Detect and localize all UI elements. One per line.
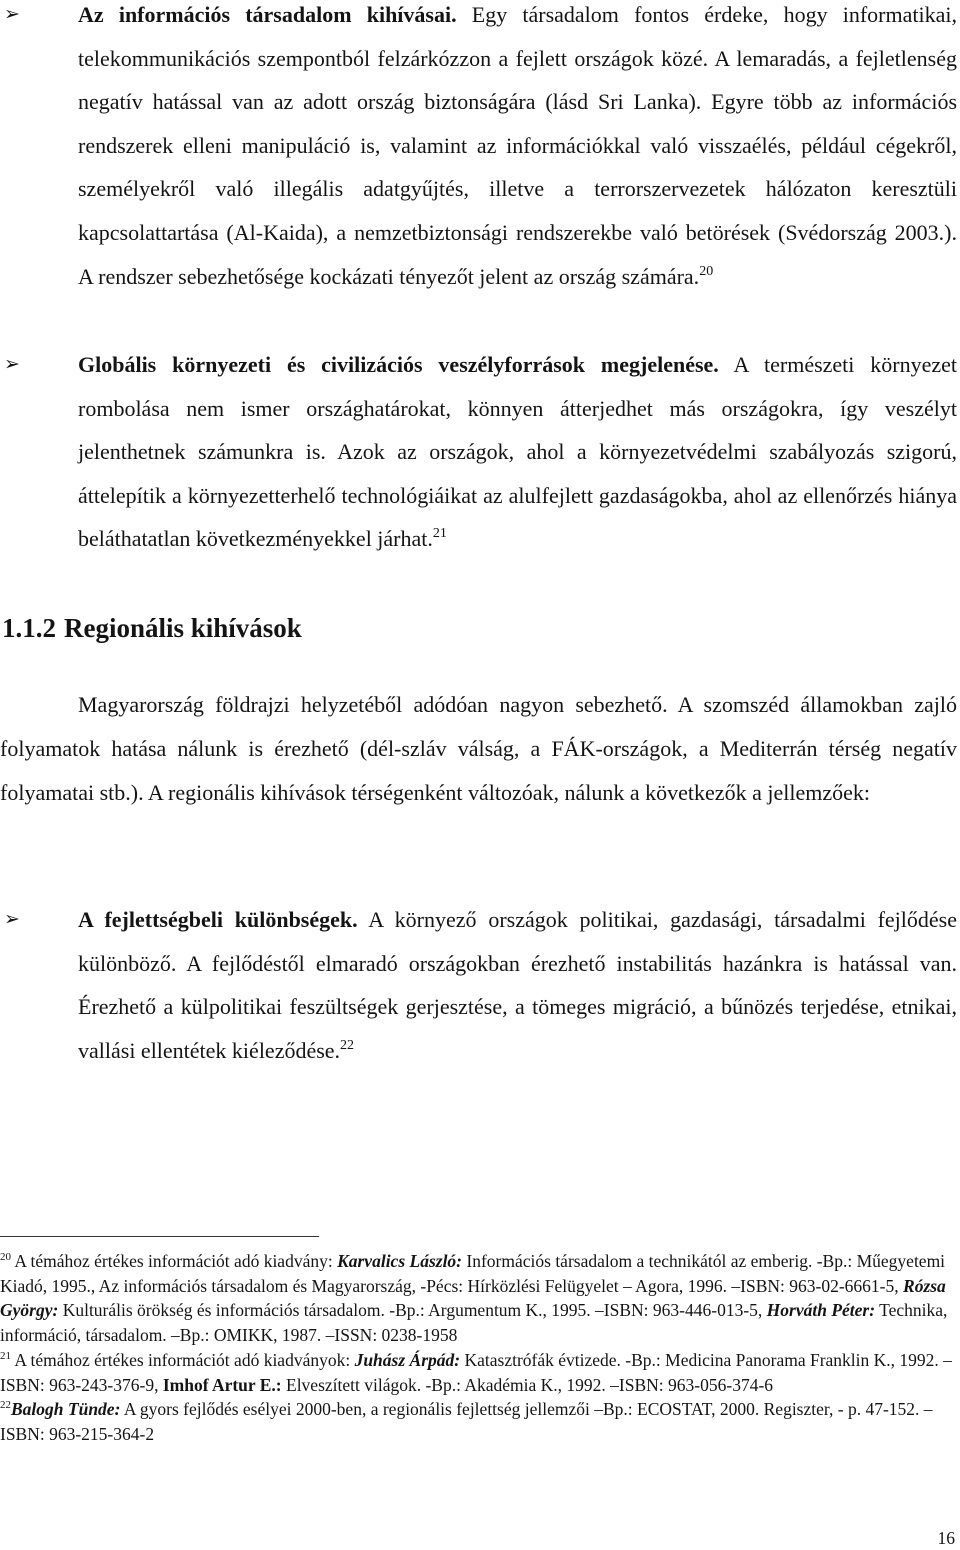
footnote-author: Rózsa György: [0,1275,946,1321]
arrow-bullet-icon: ➢ [4,353,20,375]
footnote-number: 20 [0,1251,11,1263]
footnote-author: Juhász Árpád: [354,1349,461,1370]
arrow-bullet-icon: ➢ [4,3,20,25]
bullet-body [78,898,957,1072]
section-number: 1.1.2 [2,613,56,643]
footnote-22 [0,1397,957,1446]
bullet-body [78,343,957,561]
footnote-text: Elveszített világok. -Bp.: Akadémia K., 1992. –ISBN: 963-056-374-6 [281,1374,774,1395]
footnote-text: Technika, információ, társadalom. –Bp.: OMIKK, 1987. –ISSN: 0238-1958 [0,1300,948,1346]
bullet-global-environment [0,343,957,561]
footnote-number: 21 [0,1349,11,1362]
section-title: Regionális kihívások [64,613,302,643]
footnote-text: A gyors fejlődés esélyei 2000-ben, a regionális fejlettség jellemzői –Bp.: ECOSTAT, 2000. Regiszter, - p. 47-152. –ISBN: 963-215-364-2 [0,1399,933,1444]
footnote-number: 22 [0,1399,11,1412]
footnote-text: A témához értékes információt adó kiadványok: [11,1349,355,1370]
footnote-author: Karvalics László: [337,1251,463,1271]
bullet-text: A természeti környezet rombolása nem ismer országhatárokat, könnyen átterjedhet más országokra, így veszélyt jelenthetnek számunkra is. Azok az országok, ahol a környezetvédelmi szabályozás szigorú, áttelepítik a környezetterhelő technológiáikat az alulfejlett gazdaságokba, ahol az ellenőrzés hiánya beláthatatlan következményekkel járhat. [78,352,958,552]
bullet-text: Egy társadalom fontos érdeke, hogy informatikai, telekommunikációs szempontból felzárkózzon a fejlett országok közé. A lemaradás, a fejletlenség negatív hatással van az adott ország biztonságára (lásd Sri Lanka). Egyre több az információs rendszerek elleni manipuláció is, valamint az információkkal való visszaélés, például cégekről, személyekről való illegális adatgyűjtés, illetve a terrorszervezetek hálózaton keresztüli kapcsolattartása (Al-Kaida), a nemzetbiztonsági rendszerekbe való betörések (Svédország 2003.). A rendszer sebezhetősége kockázati tényezőt jelent az ország számára. [78,2,957,289]
footnote-20 [0,1249,957,1348]
bullet-lead: Az információs társadalom kihívásai. [78,2,457,27]
footnote-separator [0,1236,319,1237]
footnote-text: Információs társadalom a technikától az emberig. -Bp.: Műegyetemi Kiadó, 1995., Az információs társadalom és Magyarország, -Pécs: Hírközlési Felügyelet – Agora, 1996. –ISBN: 963-02-6661-5, [0,1251,946,1296]
footnote-author: Horváth Péter: [766,1300,876,1321]
footnote-author: Imhof Artur E.: [162,1374,282,1395]
body-paragraph: Magyarország földrajzi helyzetéből adódóan nagyon sebezhető. A szomszéd államokban zajló folyamatok hatása nálunk is érezhető (dél-szláv válság, a FÁK-országok, a Mediterrán térség negatív folyamatai stb.). A regionális kihívások térségenként változóak, nálunk a következők a jellemzőek: [0,692,957,805]
bullet-body [78,0,957,298]
bullet-development-differences [0,898,957,1072]
arrow-bullet-icon: ➢ [4,908,20,930]
bullet-lead: A fejlettségbeli különbségek. [78,907,358,932]
bullet-information-society [0,0,957,298]
footnote-21 [0,1348,957,1397]
bullet-lead: Globális környezeti és civilizációs veszélyforrások megjelenése. [78,352,719,377]
footnote-ref[interactable]: 21 [432,526,447,542]
section-heading [2,608,302,648]
footnote-text: Katasztrófák évtizede. -Bp.: Medicina Panorama Franklin K., 1992. –ISBN: 963-243-376-9, [0,1349,952,1395]
footnotes [0,1249,957,1447]
footnote-ref[interactable]: 20 [699,263,714,279]
footnote-text: A témához értékes információt adó kiadvány: [11,1251,338,1271]
page-number: 16 [937,1528,955,1548]
footnote-ref[interactable]: 22 [340,1037,355,1053]
footnote-author: Balogh Tünde: [11,1399,121,1420]
bullet-text: A környező országok politikai, gazdasági, társadalmi fejlődése különböző. A fejlődéstől elmaradó országokban érezhető instabilitás hazánkra is hatással van. Érezhető a külpolitikai feszültségek gerjesztése, a tömeges migráció, a bűnözés terjedése, etnikai, vallási ellentétek kiéleződése. [78,907,957,1063]
footnote-text: Kulturális örökség és információs társadalom. -Bp.: Argumentum K., 1995. –ISBN: 963-446-013-5, [58,1300,767,1321]
